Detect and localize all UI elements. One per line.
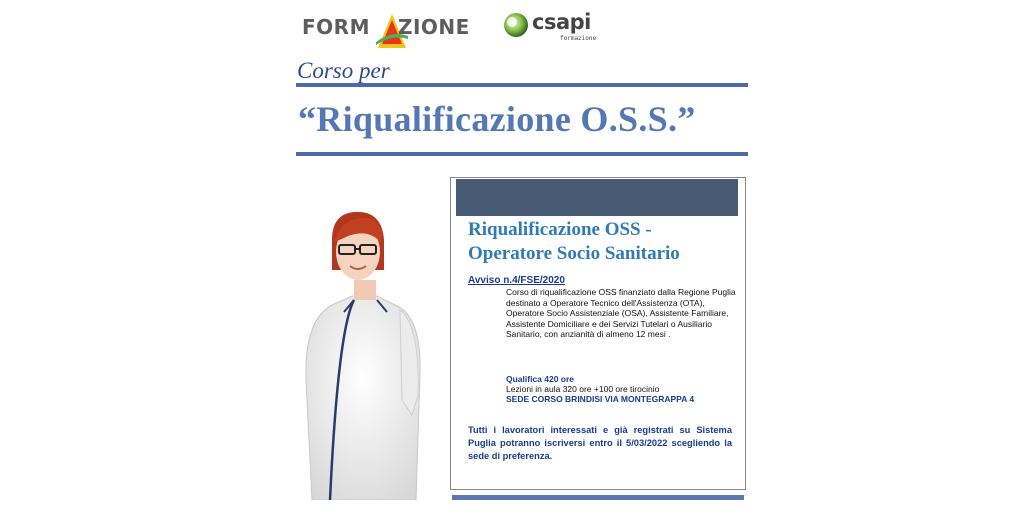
csapi-globe-icon bbox=[503, 12, 529, 38]
flyer-title-line2: Operatore Socio Sanitario bbox=[468, 243, 680, 264]
csapi-logo-text: csapi bbox=[532, 10, 591, 34]
flyer-footer-bar bbox=[452, 495, 744, 500]
formazione-logo bbox=[302, 12, 480, 40]
page-title: “Riqualificazione O.S.S.” bbox=[298, 99, 696, 139]
csapi-logo-subtext: formazione bbox=[560, 35, 597, 42]
qualifica-text: Qualifica 420 ore bbox=[506, 374, 575, 384]
lezioni-text: Lezioni in aula 320 ore +100 ore tirocinio bbox=[506, 384, 660, 394]
flyer-title bbox=[468, 218, 680, 266]
course-flyer bbox=[450, 177, 746, 490]
registration-note: Tutti i lavoratori interessati e già registrati su Sistema Puglia potranno iscriversi entro il 5/03/2022 scegliendo la sede di preferenza. bbox=[468, 425, 732, 461]
csapi-logo bbox=[503, 10, 603, 40]
course-description: Corso di riqualificazione OSS finanziato dalla Regione Puglia destinato a Operatore Tecnico dell'Assistenza (OTA), Operatore Socio Assistenziale (OSA), Assistente Familiare, Assistente Domiciliare e dei Servizi Tutelari o Ausiliario Sanitario, con anzianità di almeno 12 mesi . bbox=[506, 287, 736, 339]
avviso-label: Avviso n.4/FSE/2020 bbox=[468, 275, 565, 286]
flyer-header-bar bbox=[456, 179, 738, 216]
header-rule-bottom bbox=[296, 152, 748, 156]
flyer-title-line1: Riqualificazione OSS - bbox=[468, 219, 652, 240]
nurse-portrait-image bbox=[292, 200, 452, 500]
corso-per-heading: Corso per bbox=[297, 58, 390, 83]
formazione-logo-text: FORM ZIONE bbox=[302, 15, 470, 39]
header-rule-top bbox=[296, 83, 748, 87]
sede-text: SEDE CORSO BRINDISI VIA MONTEGRAPPA 4 bbox=[506, 394, 695, 404]
